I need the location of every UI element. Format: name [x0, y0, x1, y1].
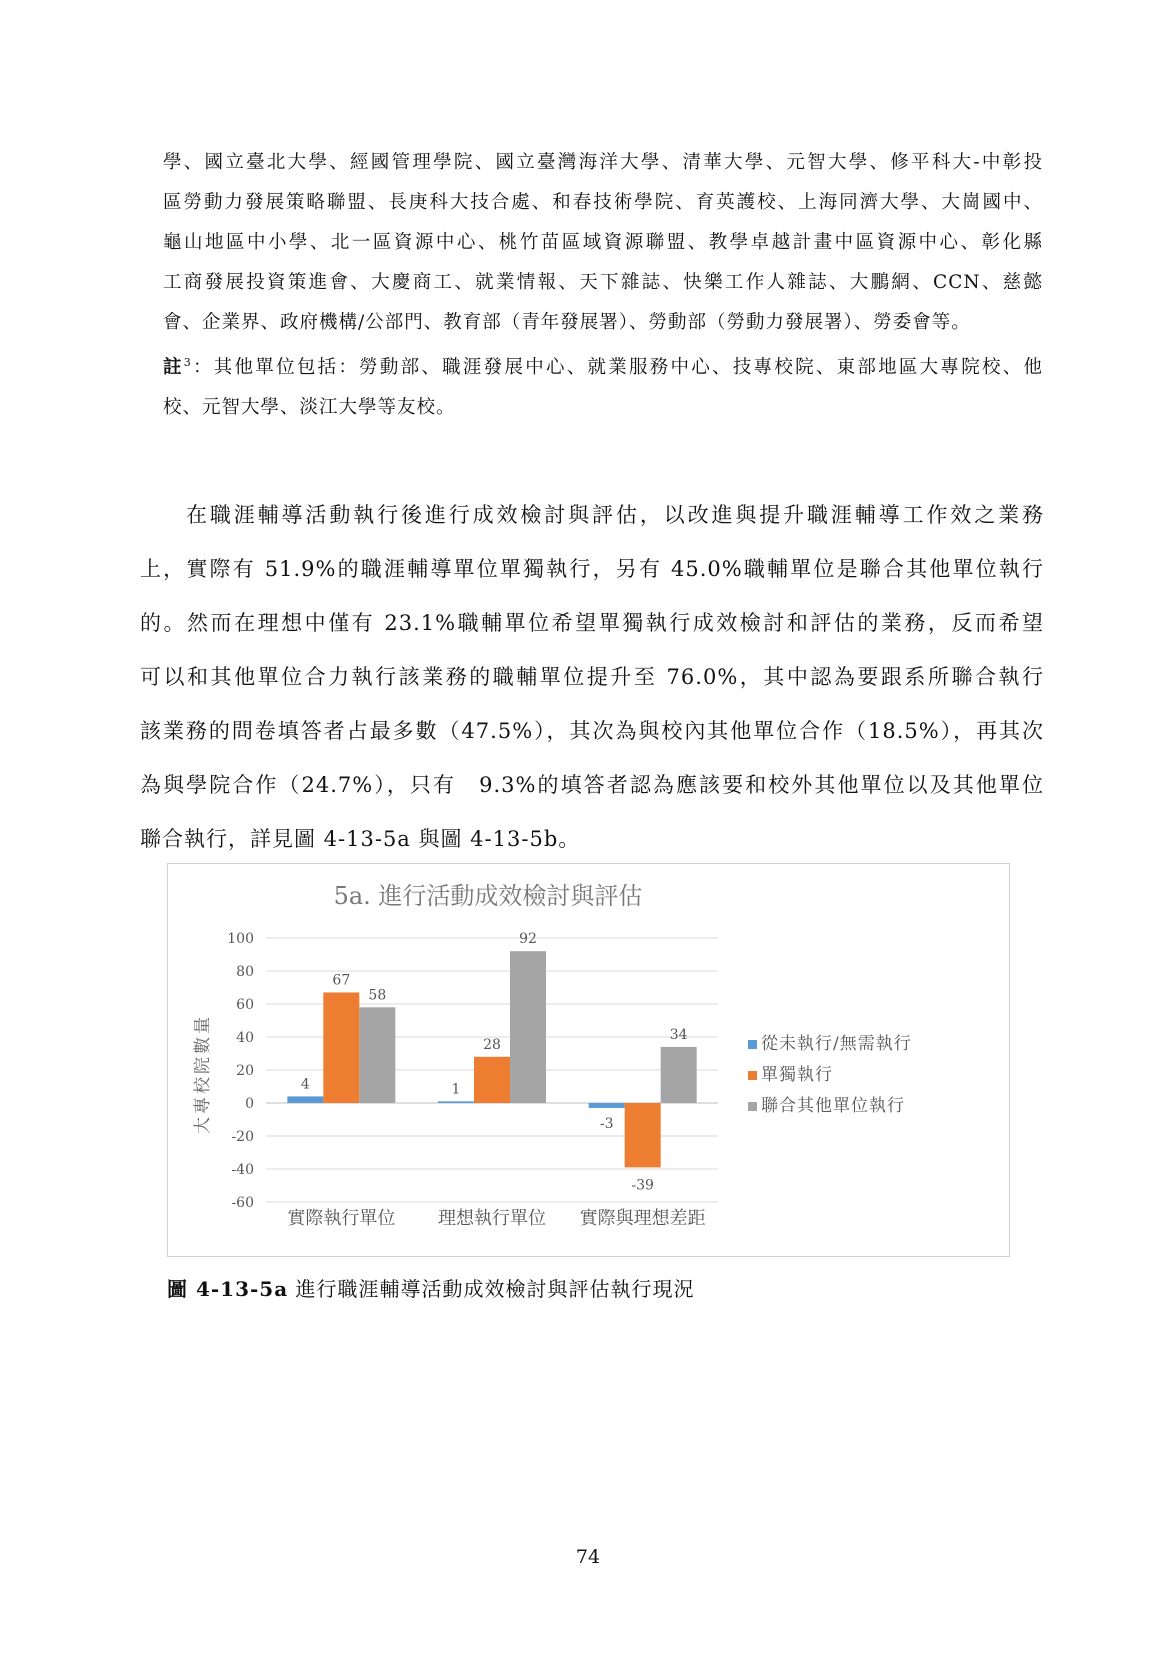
bar-3-2	[510, 951, 546, 1103]
data-label: -3	[599, 1116, 614, 1132]
legend-entry: 單獨執行	[761, 1065, 833, 1085]
bar-3-3	[661, 1047, 697, 1103]
note-line: 工商發展投資策進會、大慶商工、就業情報、天下雜誌、快樂工作人雜誌、大鵬網、CCN、慈懿	[163, 272, 1043, 293]
body-line: 上，實際有 51.9%的職涯輔導單位單獨執行，另有 45.0%職輔單位是聯合其他單位執行	[140, 557, 1044, 581]
y-tick-label: -40	[231, 1162, 254, 1178]
note3-sup: 3	[183, 356, 192, 369]
caption-text: 進行職涯輔導活動成效檢討與評估執行現況	[288, 1277, 695, 1301]
body-line: 為與學院合作（24.7%），只有 9.3%的填答者認為應該要和校外其他單位以及其他單位	[140, 773, 1044, 797]
note3-text: ：其他單位包括：勞動部、職涯發展中心、就業服務中心、技專校院、東部地區大專院校、他	[191, 357, 1043, 379]
body-line: 可以和其他單位合力執行該業務的職輔單位提升至 76.0%，其中認為要跟系所聯合執行	[140, 665, 1044, 689]
bar-1-2	[438, 1101, 474, 1103]
note-line: 區勞動力發展策略聯盟、長庚科大技合處、和春技術學院、育英護校、上海同濟大學、大崗國中、	[163, 192, 1043, 213]
y-tick-label: 100	[227, 931, 254, 947]
note-line: 學、國立臺北大學、經國管理學院、國立臺灣海洋大學、清華大學、元智大學、修平科大-中彰投	[163, 152, 1043, 173]
data-label: 58	[368, 987, 387, 1004]
legend-entry: 聯合其他單位執行	[761, 1096, 905, 1116]
bar-2-3	[625, 1103, 661, 1167]
body-paragraph	[140, 488, 1044, 866]
legend-swatch	[748, 1071, 757, 1080]
caption-prefix: 圖 4-13-5a	[167, 1277, 289, 1301]
data-label: -39	[631, 1177, 654, 1194]
x-tick-label: 實際與理想差距	[579, 1208, 706, 1229]
legend-swatch	[748, 1102, 757, 1111]
data-label: 67	[332, 972, 351, 989]
bar-chart	[167, 863, 1010, 1257]
data-label: 92	[519, 931, 537, 948]
y-tick-label: 40	[236, 1030, 254, 1046]
note-line: 龜山地區中小學、北一區資源中心、桃竹苗區域資源聯盟、教學卓越計畫中區資源中心、彰化縣	[163, 232, 1043, 253]
note3-line: 校、元智大學、淡江大學等友校。	[163, 397, 456, 419]
bar-2-2	[474, 1057, 510, 1103]
y-tick-label: -60	[231, 1195, 254, 1211]
bar-1-1	[287, 1096, 323, 1103]
legend-entry: 從未執行/無需執行	[761, 1034, 912, 1054]
chart-svg	[168, 864, 1011, 1258]
bar-1-3	[589, 1103, 625, 1108]
body-line: 在職涯輔導活動執行後進行成效檢討與評估，以改進與提升職涯輔導工作效之業務	[186, 503, 1044, 527]
y-tick-label: -20	[231, 1129, 254, 1145]
body-line: 該業務的問卷填答者占最多數（47.5%），其次為與校內其他單位合作（18.5%），再其次	[140, 719, 1044, 743]
y-tick-label: 60	[236, 997, 254, 1013]
y-tick-label: 0	[245, 1096, 254, 1112]
chart-title: 5a. 進行活動成效檢討與評估	[333, 882, 643, 910]
body-line: 的。然而在理想中僅有 23.1%職輔單位希望單獨執行成效檢討和評估的業務，反而希望	[140, 611, 1044, 635]
x-tick-label: 理想執行單位	[438, 1208, 546, 1229]
page-number: 74	[575, 1546, 601, 1568]
notes-section	[163, 143, 1043, 428]
note3-line	[163, 343, 1043, 388]
figure-caption	[167, 1273, 695, 1302]
y-tick-label: 20	[236, 1063, 254, 1079]
data-label: 28	[483, 1036, 501, 1053]
data-label: 34	[669, 1026, 688, 1043]
y-axis-label: 大專校院數量	[193, 1014, 213, 1134]
bar-2-1	[323, 992, 359, 1103]
note-line: 會、企業界、政府機構/公部門、教育部（青年發展署）、勞動部（勞動力發展署）、勞委會等。	[163, 312, 971, 333]
data-label: 4	[300, 1076, 310, 1093]
x-tick-label: 實際執行單位	[287, 1208, 396, 1229]
legend-swatch	[748, 1040, 757, 1049]
body-line: 聯合執行，詳見圖 4-13-5a 與圖 4-13-5b。	[140, 827, 581, 851]
note3-label: 註	[163, 357, 184, 379]
bar-3-1	[359, 1007, 395, 1103]
data-label: 1	[451, 1081, 461, 1098]
y-tick-label: 80	[236, 964, 254, 980]
